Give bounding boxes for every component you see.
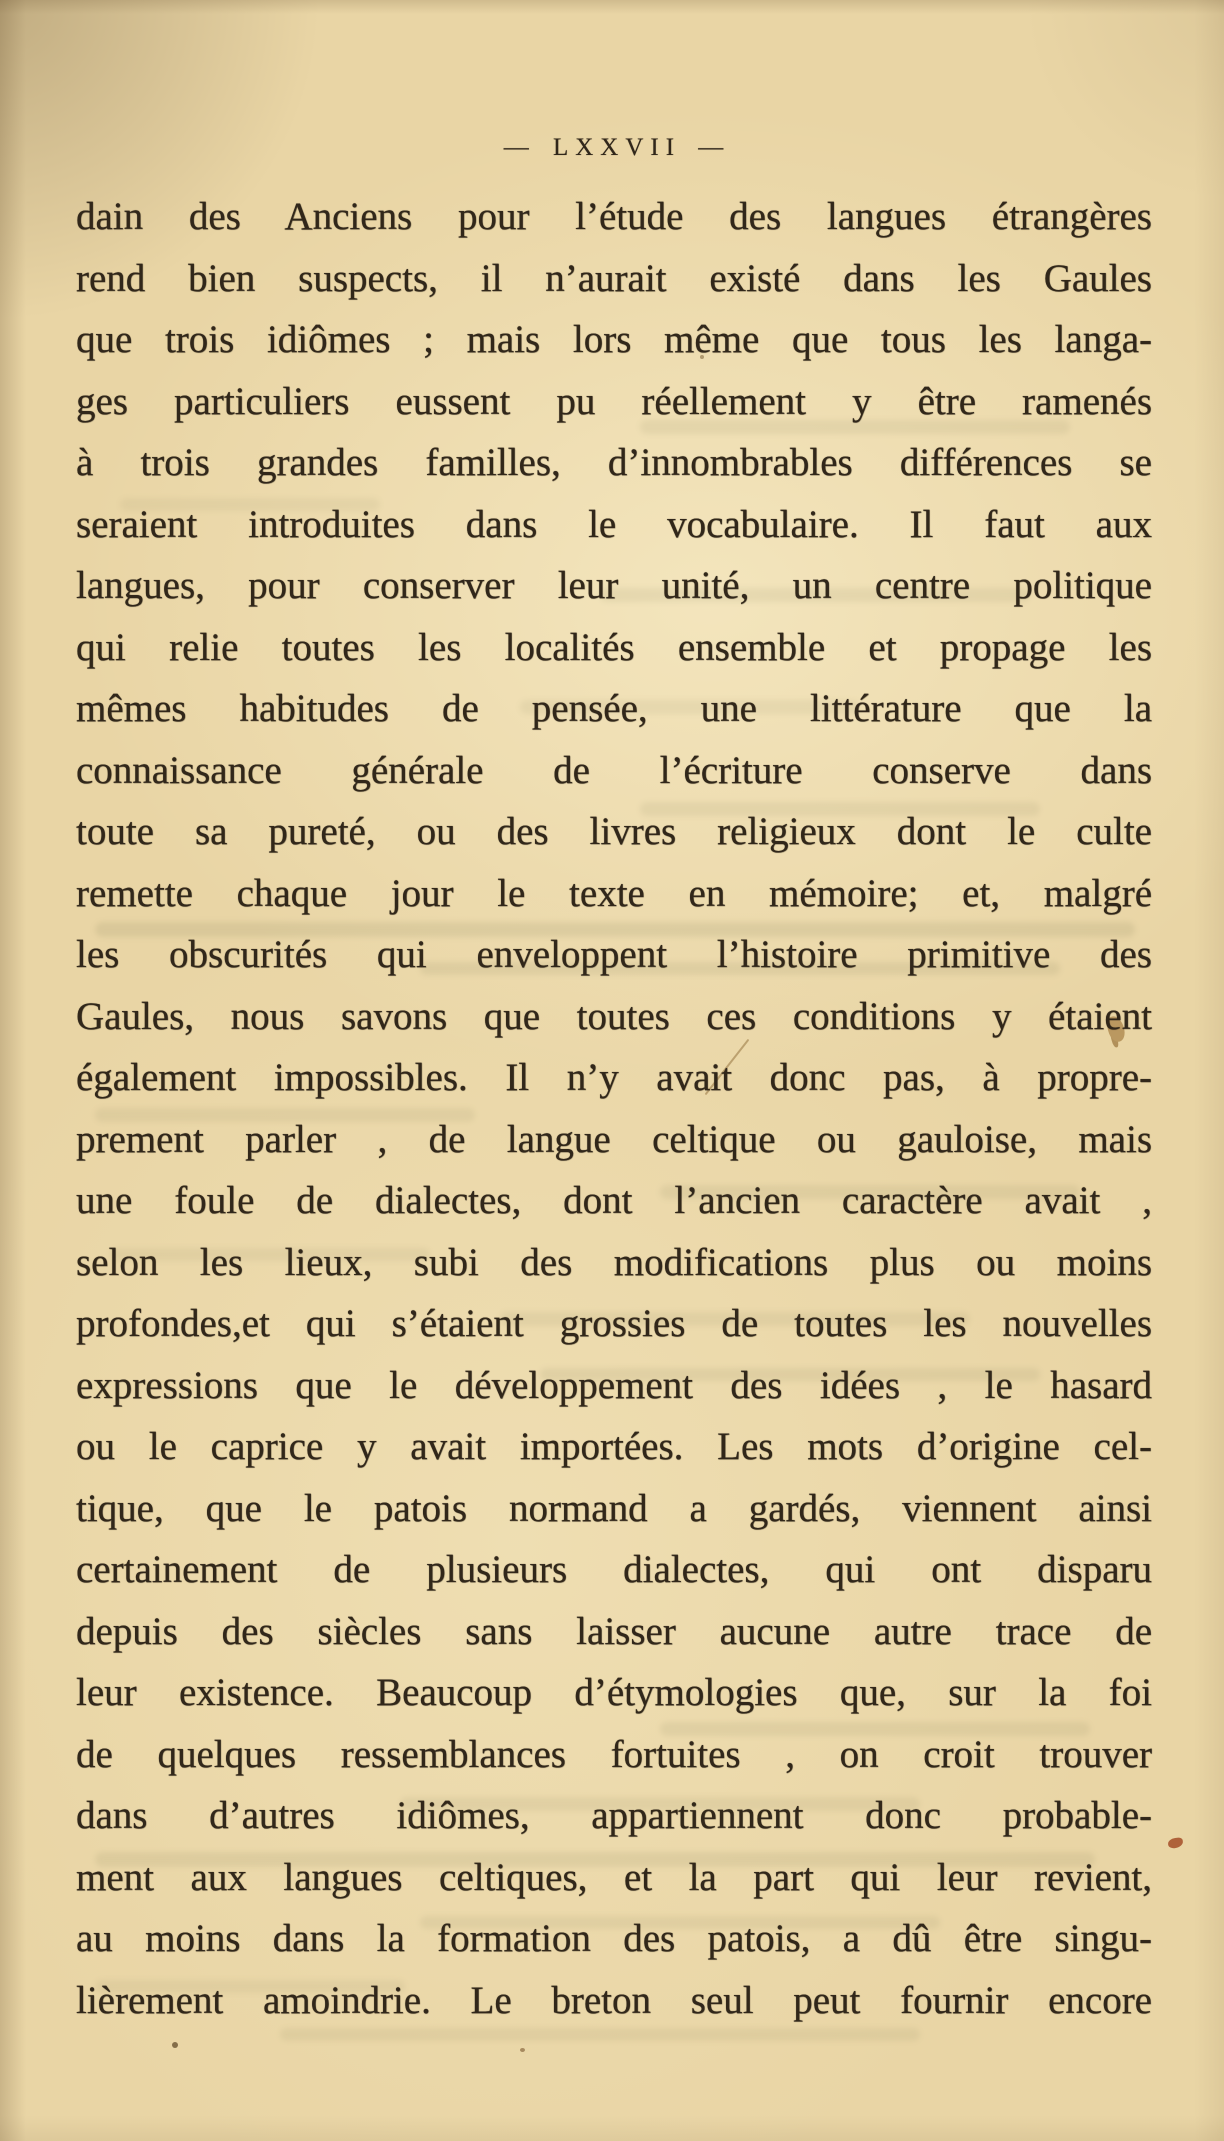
text-line: également impossibles. Il n’y avait donc pas, à propre- [76,1056,1152,1099]
text-line: que trois idiômes ; mais lors même que tous les langa- [76,318,1152,361]
page-text [76,186,1152,2031]
text-line: langues, pour conserver leur unité, un centre politique [76,564,1152,607]
text-line: Gaules, nous savons que toutes ces conditions y étaient [76,994,1152,1038]
text-line: seraient introduites dans le vocabulaire. Il faut aux [76,502,1152,546]
text-line: mêmes habitudes de pensée, une littérature que la [76,687,1152,730]
paper-speck [172,2042,178,2048]
paper-speck [520,2048,525,2052]
page-number: — LXXVII — [503,134,731,161]
text-line: dans d’autres idiômes, appartiennent donc probable- [76,1794,1152,1837]
text-line: remette chaque jour le texte en mémoire; et, malgré [76,871,1152,915]
text-line: les obscurités qui enveloppent l’histoire primitive des [76,933,1152,976]
text-line: toute sa pureté, ou des livres religieux dont le culte [76,810,1152,853]
text-line: au moins dans la formation des patois, a dû être singu- [76,1917,1152,1960]
text-line: expressions que le développement des idées , le hasard [76,1363,1152,1407]
text-line: de quelques ressemblances fortuites , on croit trouver [76,1732,1152,1776]
text-line: depuis des siècles sans laisser aucune autre trace de [76,1609,1152,1653]
text-line: une foule de dialectes, dont l’ancien caractère avait , [76,1179,1152,1222]
text-line: ges particuliers eussent pu réellement y être ramenés [76,379,1152,423]
text-line: profondes,et qui s’étaient grossies de toutes les nouvelles [76,1302,1152,1345]
text-line: lièrement amoindrie. Le breton seul peut fournir encore [76,1978,1152,2022]
text-line: rend bien suspects, il n’aurait existé dans les Gaules [76,256,1152,300]
text-line: ou le caprice y avait importées. Les mots d’origine cel- [76,1425,1152,1468]
text-line: qui relie toutes les localités ensemble et propage les [76,625,1152,669]
text-line: connaissance générale de l’écriture conserve dans [76,748,1152,792]
rust-speck-stain [1167,1837,1183,1849]
text-line: dain des Anciens pour l’étude des langues étrangères [76,195,1152,238]
text-line: ment aux langues celtiques, et la part qui leur revient, [76,1855,1152,1899]
text-line: certainement de plusieurs dialectes, qui ont disparu [76,1548,1152,1591]
text-line: à trois grandes familles, d’innombrables différences se [76,441,1152,484]
text-line: prement parler , de langue celtique ou gauloise, mais [76,1117,1152,1161]
text-line: selon les lieux, subi des modifications plus ou moins [76,1240,1152,1284]
text-line: tique, que le patois normand a gardés, viennent ainsi [76,1486,1152,1530]
text-line: leur existence. Beaucoup d’étymologies que, sur la foi [76,1671,1152,1714]
